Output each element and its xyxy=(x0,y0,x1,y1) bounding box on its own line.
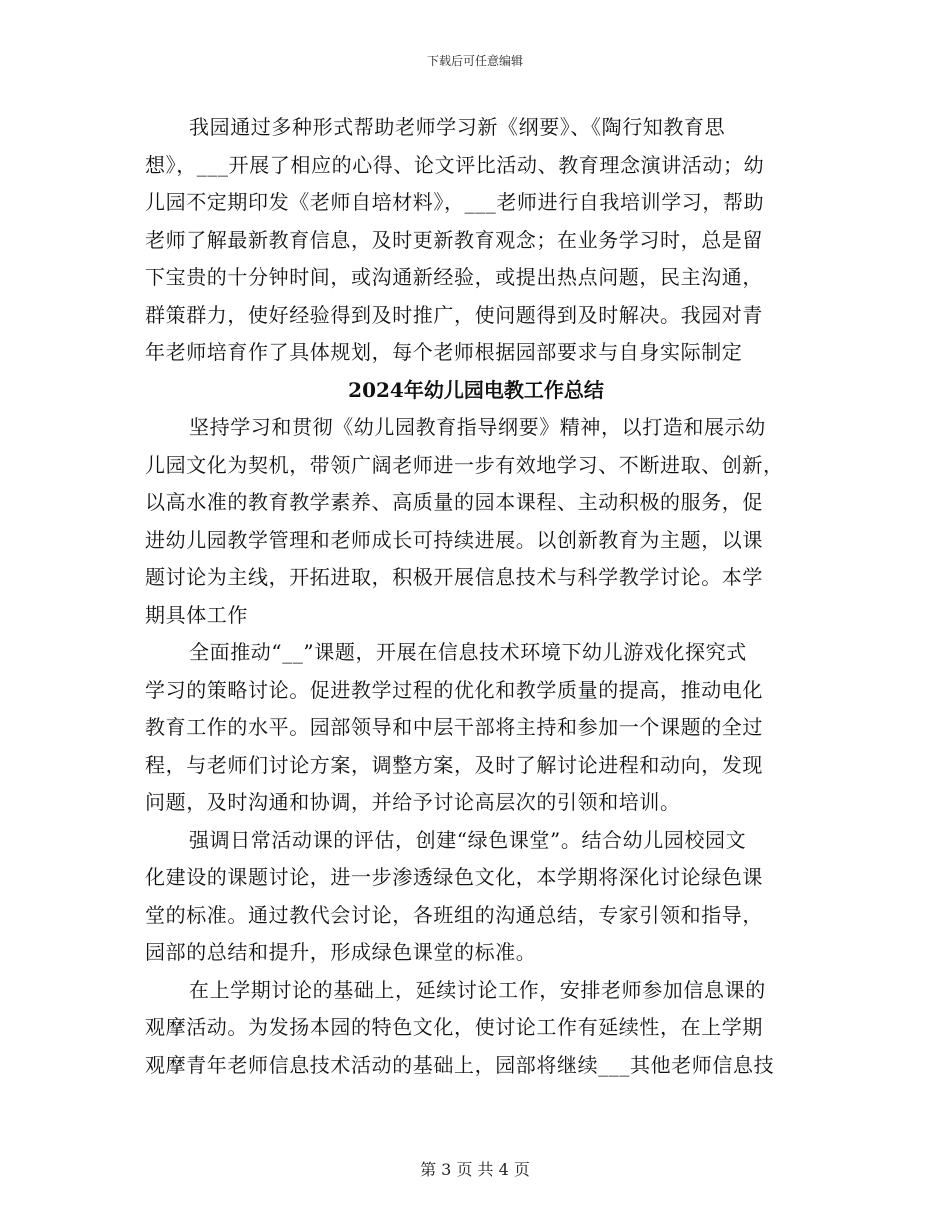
paragraph-line: 观摩青年老师信息技术活动的基础上，园部将继续___其他老师信息技 xyxy=(145,1052,775,1077)
document-title: 2024年幼儿园电教工作总结 xyxy=(348,377,604,402)
paragraph-line: 全面推动“__”课题，开展在信息技术环境下幼儿游戏化探究式 xyxy=(189,640,747,664)
paragraph-line: 儿园文化为契机，带领广阔老师进一步有效地学习、不断进取、创新， xyxy=(145,452,784,477)
page-footer: 第 3 页 共 4 页 xyxy=(420,1160,530,1179)
paragraph-line: 儿园不定期印发《老师自培材料》，___老师进行自我培训学习，帮助 xyxy=(145,190,765,214)
paragraph-line: 年老师培育作了具体规划，每个老师根据园部要求与自身实际制定 xyxy=(145,340,743,364)
paragraph-line: 期具体工作 xyxy=(145,602,248,627)
paragraph-line: 想》，___开展了相应的心得、论文评比活动、教育理念演讲活动；幼 xyxy=(145,152,765,177)
paragraph-line: 坚持学习和贯彻《幼儿园教育指导纲要》精神，以打造和展示幼 xyxy=(189,415,766,439)
paragraph-line: 我园通过多种形式帮助老师学习新《纲要》、《陶行知教育思 xyxy=(189,115,726,139)
paragraph-line: 堂的标准。通过教代会讨论，各班组的沟通总结，专家引领和指导， xyxy=(145,902,763,927)
paragraph-line: 老师了解最新教育信息，及时更新教育观念；在业务学习时，总是留 xyxy=(145,227,763,252)
paragraph-line: 教育工作的水平。园部领导和中层干部将主持和参加一个课题的全过 xyxy=(145,715,763,739)
paragraph-line: 以高水准的教育教学素养、高质量的园本课程、主动积极的服务，促 xyxy=(145,490,763,514)
paragraph-line: 化建设的课题讨论，进一步渗透绿色文化，本学期将深化讨论绿色课 xyxy=(145,865,763,889)
page-header: 下载后可任意编辑 xyxy=(426,54,523,68)
paragraph-line: 在上学期讨论的基础上，延续讨论工作，安排老师参加信息课的 xyxy=(189,977,766,1002)
paragraph-line: 学习的策略讨论。促进教学过程的优化和教学质量的提高，推动电化 xyxy=(145,677,763,702)
paragraph-line: 观摩活动。为发扬本园的特色文化，使讨论工作有延续性，在上学期 xyxy=(145,1015,763,1039)
paragraph-line: 进幼儿园教学管理和老师成长可持续进展。以创新教育为主题，以课 xyxy=(145,527,763,552)
paragraph-line: 问题，及时沟通和协调，并给予讨论高层次的引领和培训。 xyxy=(145,790,681,814)
paragraph-line: 题讨论为主线，开拓进取，积极开展信息技术与科学教学讨论。本学 xyxy=(145,565,763,589)
paragraph-line: 强调日常活动课的评估，创建“绿色课堂”。结合幼儿园校园文 xyxy=(189,827,747,852)
paragraph-line: 下宝贵的十分钟时间，或沟通新经验，或提出热点问题，民主沟通， xyxy=(145,265,763,289)
document-body xyxy=(145,109,807,1084)
paragraph-line: 程，与老师们讨论方案，调整方案，及时了解讨论进程和动向，发现 xyxy=(145,752,763,777)
paragraph-line: 群策群力，使好经验得到及时推广，使问题得到及时解决。我园对青 xyxy=(145,302,763,327)
paragraph-line: 园部的总结和提升，形成绿色课堂的标准。 xyxy=(145,940,537,964)
